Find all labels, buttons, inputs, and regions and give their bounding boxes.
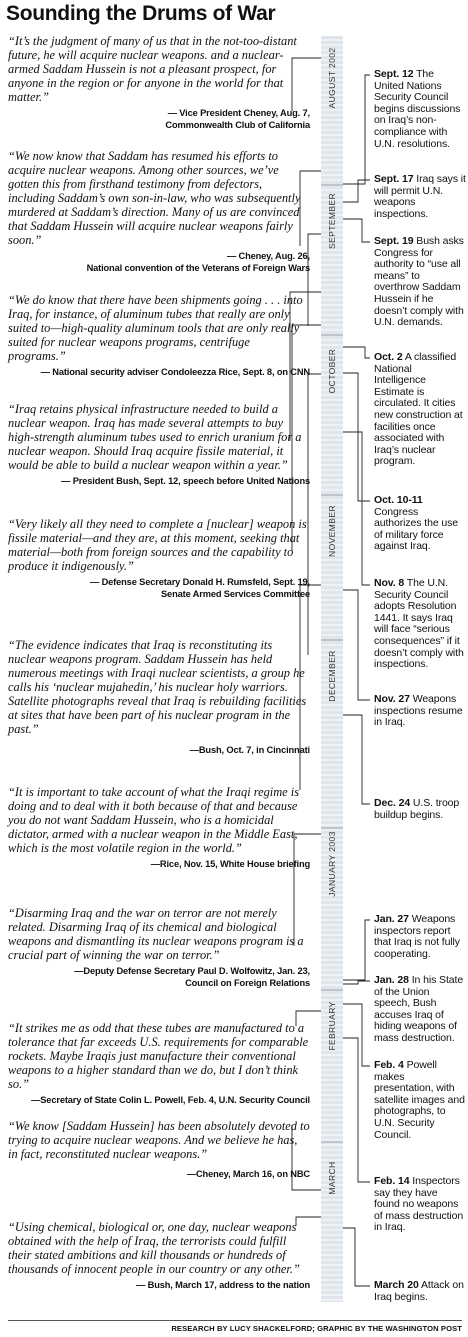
connector-line: [343, 432, 370, 585]
event-feb4: [374, 1060, 466, 1141]
attribution-line: — Defense Secretary Donald H. Rumsfeld, Sept. 19,: [90, 577, 310, 587]
quote-cheney-march16: [8, 1119, 310, 1181]
event-nov8: [374, 578, 466, 671]
event-date: Sept. 17: [374, 173, 414, 185]
quote-bush-oct7: [8, 638, 310, 757]
event-date: Nov. 8: [374, 577, 405, 589]
quote-bush-sept12: [8, 402, 310, 488]
quote-attribution: — President Bush, Sept. 12, speech before United Nations: [61, 476, 310, 486]
quote-attribution: —Bush, Oct. 7, in Cincinnati: [189, 745, 310, 755]
event-text: Iraq says it will permit U.N. weapons inspections.: [374, 173, 466, 220]
event-oct10-11: [374, 495, 466, 553]
event-date: Oct. 2: [374, 351, 403, 363]
event-date: Sept. 12: [374, 68, 414, 80]
connector-line: [343, 180, 370, 202]
event-text: U.S. troop buildup begins.: [374, 797, 460, 821]
month-label: AUGUST 2002: [327, 47, 337, 109]
quote-text: “It is important to take account of what the Iraqi regime is doing and to deal with it both because of that and because you do not want Saddam Hussein, who is a homicidal dictator, armed with a nuclear weapon in the Middle East, which is the most volatile region in the world.”: [8, 785, 300, 855]
quote-text: “It strikes me as odd that these tubes are manufactured to a tolerance that far exceeds U.S. requirements for comparable rockets. Maybe Iraqis just manufacture their conventional weapons to a higher standard than we do, but I don’t think so.”: [8, 1021, 309, 1091]
attribution-line: — Vice President Cheney, Aug. 7,: [167, 108, 310, 118]
event-dec24: [374, 798, 466, 821]
quote-attribution: —Cheney, March 16, on NBC: [186, 1169, 310, 1179]
connector-line: [343, 75, 370, 184]
quote-text: “Disarming Iraq and the war on terror are not merely related. Disarming Iraq of its chemical and biological weapons and dismantling its nuclear weapons program is a crucial part of winning the war on terror.”: [8, 906, 304, 962]
event-sept19: [374, 236, 466, 329]
quote-rice-nov15: [8, 785, 310, 871]
event-nov27: [374, 694, 466, 729]
quote-attribution: —Rice, Nov. 15, White House briefing: [150, 859, 310, 869]
event-date: Dec. 24: [374, 797, 411, 809]
quote-attribution: [8, 108, 310, 131]
event-date: Feb. 4: [374, 1059, 404, 1071]
credit-line: RESEARCH BY LUCY SHACKELFORD; GRAPHIC BY THE WASHINGTON POST: [171, 1324, 462, 1333]
event-text: The United Nations Security Council begins discussions on Iraq’s non-compliance with U.N. resolutions.: [374, 68, 461, 150]
event-text: Inspectors say they have found no weapons of mass destruction in Iraq.: [374, 1175, 464, 1234]
event-jan28: [374, 975, 466, 1045]
quote-bush-march17: [8, 1220, 310, 1292]
event-date: Sept. 19: [374, 235, 414, 247]
quote-text: “It’s the judgment of many of us that in the not-too-distant future, he will acquire nuclear weapons. and a nuclear-armed Saddam Hussein is not a pleasant prospect, for anyone in the region or for anyone in the world for that matter.”: [8, 34, 297, 104]
event-text: Bush asks Congress for authority to “use all means” to overthrow Saddam Hussein if he doesn’t comply with U.N. demands.: [374, 235, 464, 329]
month-label: MARCH: [327, 1161, 337, 1195]
event-text: The U.N. Security Council adopts Resolution 1441. It says Iraq will face “serious consequences” if it doesn’t comply with inspections.: [374, 577, 464, 671]
quote-text: “We do know that there have been shipments going . . . into Iraq, for instance, of aluminum tubes that really are only suited to—high-quality aluminum tools that are only really suited for nuclear weapons programs, centrifuge programs.”: [8, 293, 303, 363]
quote-attribution: [8, 966, 310, 989]
quote-powell-feb4: [8, 1021, 310, 1107]
event-date: Jan. 28: [374, 974, 409, 986]
connector-line: [343, 219, 370, 242]
event-text: Attack on Iraq begins.: [374, 1279, 464, 1303]
event-text: Weapons inspectors report that Iraq is not fully cooperating.: [374, 913, 460, 960]
connector-line: [343, 1228, 370, 1286]
quote-attribution: [8, 251, 310, 274]
quote-attribution: — Bush, March 17, address to the nation: [136, 1280, 310, 1290]
month-label: DECEMBER: [327, 650, 337, 702]
connector-line: [343, 715, 370, 804]
attribution-line-2: Commonwealth Club of California: [165, 119, 310, 130]
month-label: JANUARY 2003: [327, 831, 337, 897]
event-sept12: [374, 69, 466, 150]
quote-text: “We know [Saddam Hussein] has been absolutely devoted to trying to acquire nuclear weapons. And we believe he has, in fact, reconstituted nuclear weapons.”: [8, 1119, 310, 1161]
quote-attribution: [8, 577, 310, 600]
quote-text: “We now know that Saddam has resumed his efforts to acquire nuclear weapons. Among other sources, we’ve gotten this from firsthand testimony from defectors, including Saddam’s own son-in-law, who was subsequently murdered at Saddam’s direction. Many of us are convinced that Saddam Hussein will acquire nuclear weapons fairly soon.”: [8, 149, 301, 247]
connector-line: [343, 1004, 370, 1066]
quote-cheney-aug7: [8, 34, 310, 131]
connector-line: [343, 981, 370, 984]
attribution-line-2: Council on Foreign Relations: [185, 977, 310, 988]
event-date: Oct. 10-11: [374, 494, 423, 506]
event-feb14: [374, 1176, 466, 1234]
event-date: Jan. 27: [374, 913, 409, 925]
quote-cheney-aug26: [8, 149, 310, 274]
event-march20: [374, 1280, 466, 1303]
quote-rice-sept8: [8, 293, 310, 379]
event-text: Congress authorizes the use of military force against Iraq.: [374, 505, 459, 553]
event-date: Feb. 14: [374, 1175, 410, 1187]
quote-attribution: —Secretary of State Colin L. Powell, Feb. 4, U.N. Security Council: [31, 1095, 310, 1105]
event-text: Weapons inspections resume in Iraq.: [374, 693, 463, 729]
connector-line: [343, 347, 370, 358]
credit-divider: [8, 1320, 462, 1321]
event-date: Nov. 27: [374, 693, 410, 705]
page-title: Sounding the Drums of War: [6, 2, 276, 25]
connector-line: [343, 590, 370, 700]
month-label: OCTOBER: [327, 348, 337, 394]
event-oct2: [374, 352, 466, 468]
quote-text: “The evidence indicates that Iraq is reconstituting its nuclear weapons program. Saddam Hussein has held numerous meetings with Iraqi nuclear scientists, a group he calls his ‘nuclear mujahedin,’ his nuclear holy warriors. Satellite photographs reveal that Iraq is rebuilding facilities at sites that have been part of his nuclear program in the past.”: [8, 638, 307, 736]
connector-line: [343, 920, 370, 980]
quote-text: “Very likely all they need to complete a [nuclear] weapon is fissile material—and they are, at this moment, seeking that material—both from foreign sources and the capability to produce it indigenously.”: [8, 517, 307, 573]
quote-attribution: — National security adviser Condoleezza Rice, Sept. 8, on CNN: [40, 367, 310, 377]
month-label: FEBRUARY: [327, 1001, 337, 1051]
quote-text: “Iraq retains physical infrastructure needed to build a nuclear weapon. Iraq has made several attempts to buy high-strength aluminum tubes used to enrich uranium for a nuclear weapon. Should Iraq acquire fissile material, it would be able to build a nuclear weapon within a year.”: [8, 402, 302, 472]
attribution-line: —Deputy Defense Secretary Paul D. Wolfowitz, Jan. 23,: [74, 966, 310, 976]
month-label: SEPTEMBER: [327, 192, 337, 250]
attribution-line-2: Senate Armed Services Committee: [161, 588, 310, 599]
event-date: March 20: [374, 1279, 419, 1291]
quote-text: “Using chemical, biological or, one day, nuclear weapons obtained with the help of Iraq, the terrorists could fulfill their stated ambitions and kill thousands or hundreds of thousands of innocent people in our country or any other.”: [8, 1220, 300, 1276]
quote-rumsfeld-sept19: [8, 517, 310, 600]
connector-line: [343, 373, 370, 501]
event-sept17: [374, 174, 466, 220]
quote-wolfowitz-jan23: [8, 906, 310, 989]
event-jan27: [374, 914, 466, 960]
event-text: A classified National Intelligence Estimate is circulated. It cities new construction at facilities once associated with Iraq’s nuclear program.: [374, 351, 463, 468]
month-label: NOVEMBER: [327, 505, 337, 557]
connector-line: [343, 1038, 370, 1182]
attribution-line: — Cheney, Aug. 26,: [226, 251, 310, 261]
event-text: Powell makes presentation, with satellite images and photographs, to U.N. Security Council.: [374, 1059, 465, 1141]
attribution-line-2: National convention of the Veterans of Foreign Wars: [86, 262, 310, 273]
event-text: In his State of the Union speech, Bush accuses Iraq of hiding weapons of mass destruction.: [374, 974, 464, 1044]
